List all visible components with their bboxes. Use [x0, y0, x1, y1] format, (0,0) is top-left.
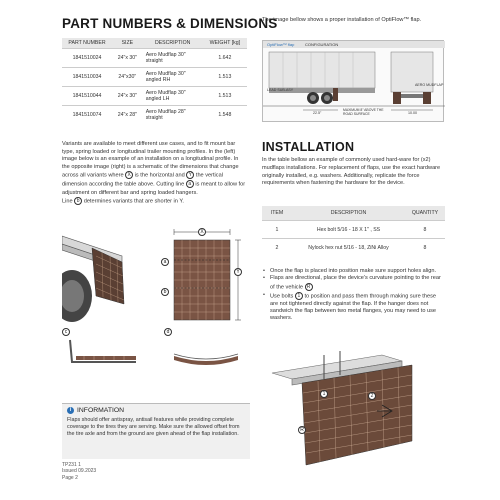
cell-size: 24"x30" — [112, 68, 143, 87]
bullet-text: Flaps are directional, place the device's curvature pointing to the rear of the vehicle — [270, 275, 441, 291]
cell-part-number: 1841510044 — [62, 87, 112, 106]
flap-dimension-figure — [160, 226, 250, 330]
list-item — [262, 268, 444, 275]
bullet-text: Once the flap is placed into position make sure support holes align. — [270, 268, 437, 274]
col-item: ITEM — [262, 206, 292, 221]
diagram-config: CONFIGURATION — [305, 42, 339, 47]
a-marker-icon: a — [161, 258, 169, 266]
info-title: INFORMATION — [77, 407, 125, 414]
label-aero-mudflap: AERO MUDFLAP — [415, 83, 444, 87]
y-marker-icon: Y — [234, 268, 242, 276]
doc-number: TP231 1 — [62, 462, 81, 468]
part-numbers-table — [62, 38, 247, 124]
c-marker-icon: c — [62, 328, 70, 336]
cell-weight: 1.548 — [203, 106, 247, 125]
cell-description: Aero Mudflap 30" straight — [143, 49, 203, 68]
para-text: is the horizontal and — [134, 172, 185, 179]
col-description: DESCRIPTION — [292, 206, 405, 221]
para-text: Variants are available to meet different use cases, and to fit mount bar type, spring loaded or longitudinal trailer mounting profiles. In the (left) image below is an example of an installation on a longitudinal profile. In the opposite image (right) is a schematic of the dimensions that change across all variants where — [62, 141, 239, 179]
dim-22-5: 22.5" — [313, 111, 322, 115]
installation-steps — [262, 268, 444, 323]
cell-item: 1 — [262, 221, 292, 239]
detail-c-figure — [66, 334, 146, 370]
bolt-1-marker-icon: 1 — [295, 292, 303, 300]
label-lead-sub-asy: LEAD SUB-ASY — [267, 88, 294, 92]
cell-description: Nylock hex nut 5/16 - 18, ZiNi Alloy — [292, 239, 405, 257]
x-marker-icon: X — [125, 171, 133, 179]
bullet-text: Use bolts — [270, 293, 294, 300]
table-row — [262, 239, 445, 257]
label-max-height: MAXIMUM 8" ABOVE THE ROAD SURFACE — [343, 108, 384, 116]
cell-weight: 1.513 — [203, 87, 247, 106]
r-marker-icon: R — [305, 283, 313, 291]
para-text: Line — [62, 198, 73, 205]
a-marker-icon: a — [186, 180, 194, 188]
hardware-table — [262, 206, 445, 257]
table-header-row — [62, 38, 247, 49]
bolt-1-marker-icon: 1 — [320, 390, 328, 398]
y-marker-icon: Y — [186, 171, 194, 179]
para-text: is meant to allow for adjustment on different bar and spring loaded hangers. — [62, 181, 246, 196]
detail-d-figure — [166, 334, 246, 370]
cell-weight: 1.513 — [203, 68, 247, 87]
info-icon: i — [67, 407, 74, 414]
x-marker-icon: X — [198, 228, 206, 236]
cell-size: 24"x 30" — [112, 87, 143, 106]
cell-part-number: 1841510034 — [62, 68, 112, 87]
b-marker-icon: b — [74, 197, 82, 205]
information-box — [62, 403, 250, 459]
installation-intro: The image bellow shows a proper installation of OptiFlow™ flap. — [262, 17, 422, 23]
cell-weight: 1.642 — [203, 49, 247, 68]
cell-quantity: 8 — [405, 221, 445, 239]
cell-description: Aero Mudflap 30" angled LH — [143, 87, 203, 106]
bullet-text: to position and pass them through making sure these are not tightened directly against the flap. If the hanger does not sandwich the flap between two metal flanges, you may need to use washers. — [270, 293, 437, 322]
nut-2-marker-icon: 2 — [368, 392, 376, 400]
para-text: determines variants that are shorter in Y. — [83, 198, 184, 205]
list-item — [262, 275, 444, 291]
cell-size: 24"x 28" — [112, 106, 143, 125]
col-quantity: QUANTITY — [405, 206, 445, 221]
cell-size: 24"x 30" — [112, 49, 143, 68]
exploded-installation-figure — [262, 345, 447, 475]
profile-installation-figure — [62, 226, 172, 322]
info-header — [67, 407, 124, 414]
footer — [62, 462, 96, 481]
cell-description: Hex bolt 5/16 - 18 X 1" , SS — [292, 221, 405, 239]
table-row — [262, 221, 445, 239]
installation-paragraph: In the table bellow an example of commonly used hard-ware for (x2) mudflaps installations. For replacement of flaps, use the exact hardware originally installed, e.g. washers. Additionally, replicate the force requirements when fastening the hardware for the device. — [262, 157, 441, 187]
col-size: SIZE — [112, 38, 143, 49]
cell-description: Aero Mudflap 28" straight — [143, 106, 203, 125]
dim-10-00: 10.00 — [408, 111, 417, 115]
truck-diagram — [262, 40, 444, 122]
table-row — [62, 87, 247, 106]
diagram-brand: OptiFlow™ flap — [267, 42, 295, 47]
cell-description: Aero Mudflap 30" angled RH — [143, 68, 203, 87]
cell-quantity: 8 — [405, 239, 445, 257]
issued-date: Issued 09.2023 — [62, 468, 97, 475]
table-row — [62, 49, 247, 68]
para-text: the vertical dimension according the table above. Cutting line — [62, 172, 223, 188]
info-text: Flaps should offer antispray, antisail features while providing complete coverage to the tires they are serving. Make sure the allowed offset from the tire axle and from the ground are given ahead of the flap installation. — [67, 417, 240, 438]
page-number: Page 2 — [62, 474, 78, 481]
cell-part-number: 1841510024 — [62, 49, 112, 68]
table-row — [62, 68, 247, 87]
col-part-number: PART NUMBER — [62, 38, 112, 49]
cell-part-number: 1841510074 — [62, 106, 112, 125]
installation-heading: INSTALLATION — [262, 140, 355, 154]
r-marker-icon: R — [298, 426, 306, 434]
d-marker-icon: d — [164, 328, 172, 336]
col-weight: WEIGHT [kg] — [203, 38, 247, 49]
table-header-row — [262, 206, 445, 221]
cell-item: 2 — [262, 239, 292, 257]
col-description: DESCRIPTION — [143, 38, 203, 49]
page-title: PART NUMBERS & DIMENSIONS — [62, 16, 278, 31]
diagram-header-bar — [263, 41, 445, 48]
variants-paragraph — [62, 141, 247, 206]
list-item — [262, 292, 444, 323]
b-marker-icon: b — [161, 288, 169, 296]
table-row — [62, 106, 247, 125]
